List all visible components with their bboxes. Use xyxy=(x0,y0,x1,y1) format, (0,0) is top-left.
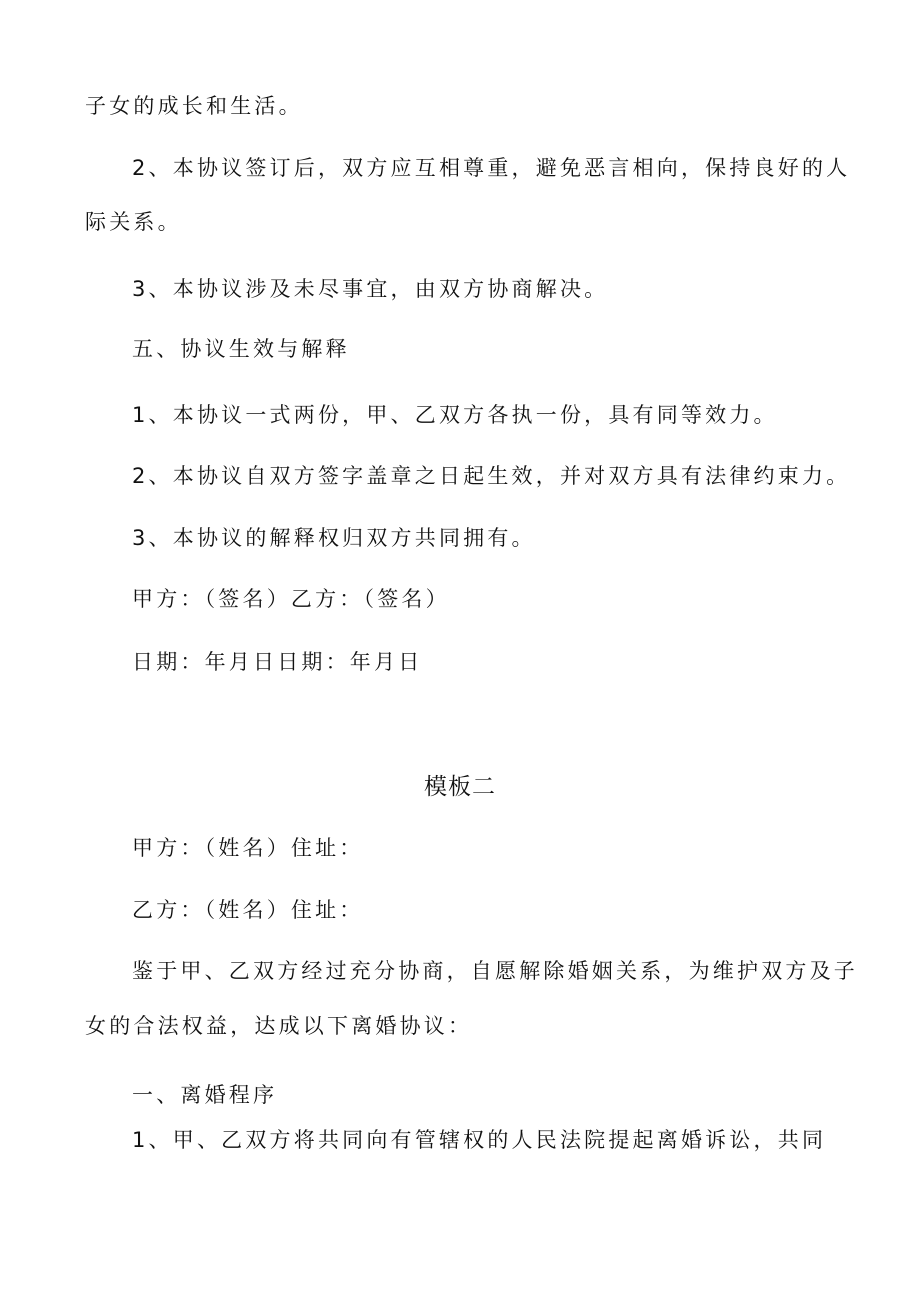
text-line: 2、本协议签订后，双方应互相尊重，避免恶言相向，保持良好的人 xyxy=(132,156,851,180)
text-line: 鉴于甲、乙双方经过充分协商，自愿解除婚姻关系，为维护双方及子 xyxy=(132,959,858,983)
text-line: 1、甲、乙双方将共同向有管辖权的人民法院提起离婚诉讼，共同 xyxy=(132,1128,827,1152)
text-line: 2、本协议自双方签字盖章之日起生效，并对双方具有法律约束力。 xyxy=(132,464,851,488)
text-line: 子女的成长和生活。 xyxy=(85,94,303,118)
text-line: 1、本协议一式两份，甲、乙双方各执一份，具有同等效力。 xyxy=(132,403,778,427)
text-line: 3、本协议涉及未尽事宜，由双方协商解决。 xyxy=(132,277,609,301)
signature-line: 甲方：（签名）乙方：（签名） xyxy=(132,587,450,611)
section-heading: 五、协议生效与解释 xyxy=(132,337,350,361)
text-line: 3、本协议的解释权归双方共同拥有。 xyxy=(132,526,536,550)
text-line: 际关系。 xyxy=(85,210,182,234)
template-title: 模板二 xyxy=(424,774,496,800)
date-line: 日期：年月日日期：年月日 xyxy=(132,650,423,674)
text-line: 女的合法权益，达成以下离婚协议： xyxy=(85,1014,473,1038)
party-b-line: 乙方：（姓名）住址： xyxy=(132,898,364,922)
party-a-line: 甲方：（姓名）住址： xyxy=(132,836,364,860)
section-heading: 一、离婚程序 xyxy=(132,1083,278,1107)
